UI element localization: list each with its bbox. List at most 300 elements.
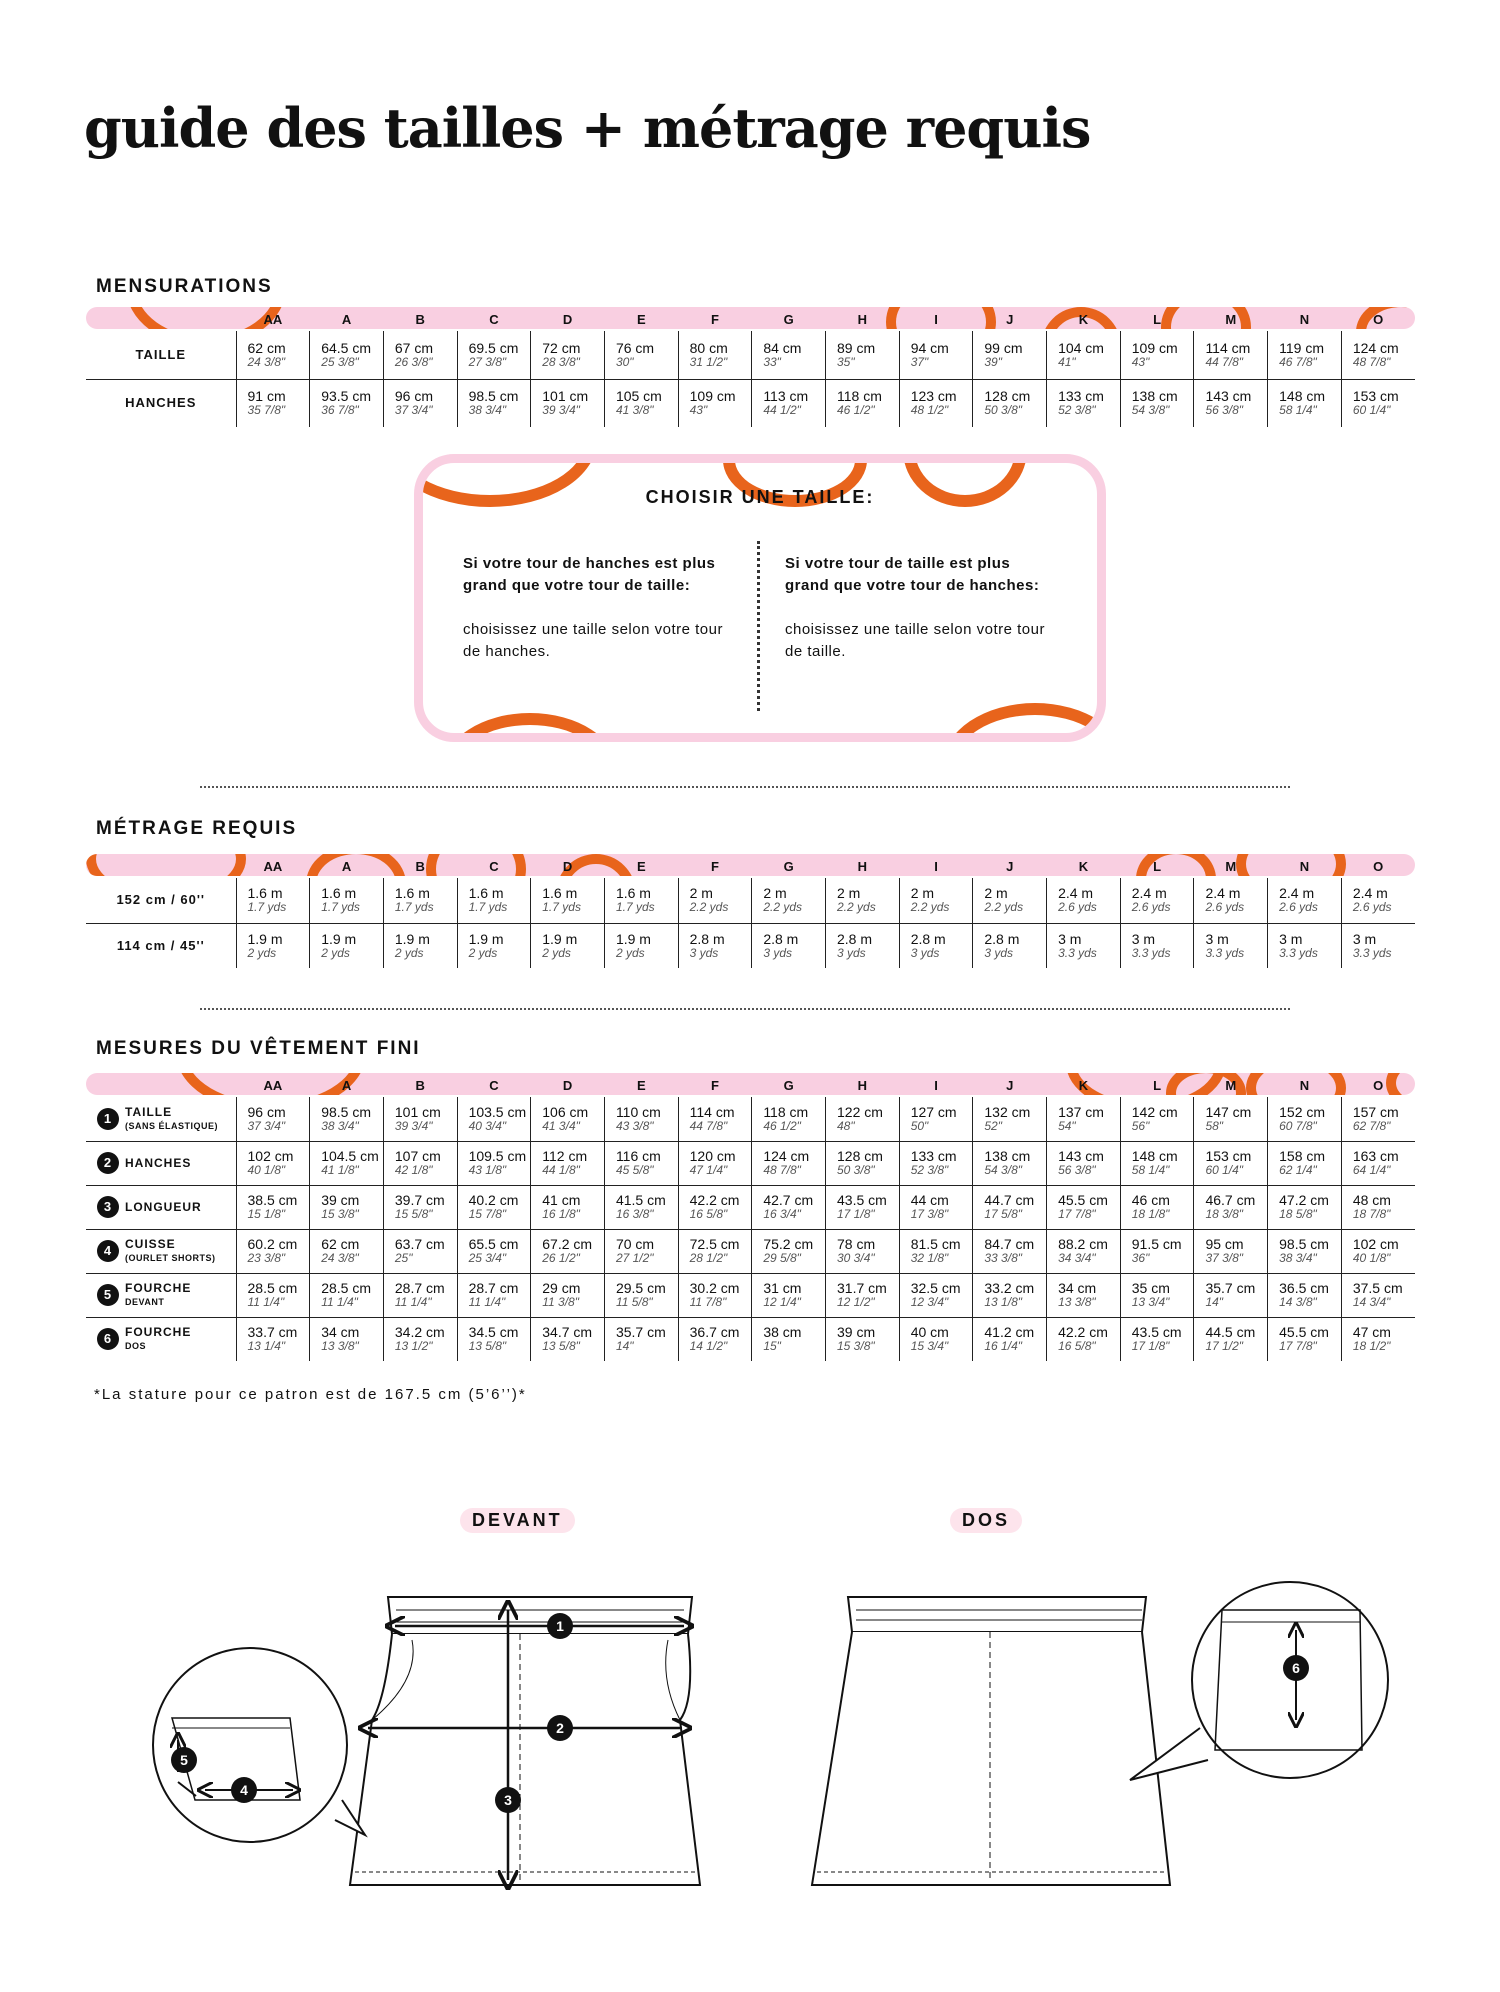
value-cell: [604, 331, 678, 379]
value-cell: [531, 1317, 605, 1361]
imperial-value: 11 5/8": [615, 1295, 653, 1309]
metric-value: 41.5 cm: [615, 1192, 666, 1208]
size-header-a: A: [341, 311, 352, 327]
imperial-value: 15 7/8": [468, 1207, 507, 1221]
row-label-text: CUISSE: [125, 1237, 176, 1251]
metric-value: 2.4 m: [1131, 885, 1167, 902]
value-cell: [1341, 1229, 1415, 1273]
choose-right-question: Si votre tour de taille est plus grand que votre tour de hanches:: [785, 555, 1040, 594]
imperial-value: 41 3/8": [615, 403, 654, 418]
imperial-value: 3.3 yds: [1058, 945, 1097, 960]
metric-value: 147 cm: [1205, 1103, 1252, 1120]
metric-value: 41 cm: [542, 1192, 581, 1208]
size-header-g: G: [783, 1077, 794, 1093]
imperial-value: 13 5/8": [468, 1339, 507, 1354]
metric-value: 91 cm: [247, 388, 286, 405]
imperial-value: 3 yds: [984, 945, 1014, 960]
imperial-value: 25 3/4": [468, 1251, 507, 1265]
size-header-k: K: [1078, 311, 1089, 327]
imperial-value: 40 3/4": [468, 1118, 507, 1133]
metric-value: 118 cm: [763, 1103, 809, 1120]
imperial-value: 60 1/4": [1352, 403, 1391, 418]
value-cell: [752, 1229, 826, 1273]
value-cell: [678, 1141, 752, 1185]
imperial-value: 17 7/8": [1058, 1207, 1096, 1221]
size-header-j: J: [1006, 1077, 1014, 1093]
value-cell: [678, 1273, 752, 1317]
marker-6: [1283, 1655, 1309, 1681]
metric-value: 3 m: [1352, 930, 1377, 947]
metric-value: 1.6 m: [321, 885, 357, 902]
value-cell: [899, 1317, 973, 1361]
value-cell: [457, 1229, 531, 1273]
marker-5: [171, 1747, 197, 1773]
imperial-value: 54 3/8": [1131, 403, 1170, 418]
metric-value: 3 m: [1279, 930, 1303, 947]
imperial-value: 2.2 yds: [689, 900, 729, 915]
value-cell: [973, 379, 1047, 427]
metric-value: 153 cm: [1352, 388, 1399, 405]
value-cell: [604, 923, 678, 968]
value-cell: [604, 1229, 678, 1273]
metric-value: 157 cm: [1352, 1103, 1399, 1120]
value-cell: [457, 1317, 531, 1361]
metric-value: 143 cm: [1058, 1148, 1104, 1164]
imperial-value: 28 1/2": [689, 1251, 728, 1265]
value-cell: [973, 1141, 1047, 1185]
imperial-value: 41": [1058, 354, 1076, 369]
size-header-k: K: [1078, 1077, 1089, 1093]
metric-value: 93.5 cm: [321, 388, 371, 405]
imperial-value: 24 3/8": [321, 1251, 359, 1265]
imperial-value: 11 1/4": [321, 1295, 358, 1309]
imperial-value: 2 yds: [542, 945, 571, 960]
size-header-n: N: [1299, 858, 1310, 874]
metric-value: 45.5 cm: [1058, 1192, 1108, 1208]
metric-value: 30.2 cm: [689, 1280, 740, 1296]
value-cell: [1194, 379, 1268, 427]
imperial-value: 1.7 yds: [321, 900, 360, 915]
imperial-value: 23 3/8": [247, 1251, 286, 1265]
metric-value: 122 cm: [837, 1103, 883, 1120]
metric-value: 43.5 cm: [837, 1192, 887, 1208]
value-cell: [973, 1273, 1047, 1317]
metric-value: 33.7 cm: [247, 1324, 298, 1341]
value-cell: [1268, 878, 1342, 923]
metric-value: 65.5 cm: [468, 1236, 519, 1252]
metric-value: 127 cm: [910, 1103, 957, 1120]
imperial-value: 36": [1131, 1251, 1150, 1265]
value-cell: [383, 1317, 457, 1361]
imperial-value: 46 7/8": [1279, 354, 1317, 369]
value-cell: [531, 1097, 605, 1141]
row-label-sub: (OURLET SHORTS): [125, 1253, 216, 1263]
value-cell: [457, 878, 531, 923]
metric-value: 109.5 cm: [468, 1148, 527, 1164]
metric-value: 104 cm: [1058, 339, 1104, 356]
imperial-value: 3.3 yds: [1131, 945, 1171, 960]
metric-value: 37.5 cm: [1352, 1280, 1403, 1296]
row-label: [86, 1097, 236, 1141]
metric-value: 106 cm: [542, 1103, 589, 1120]
metric-value: 38 cm: [763, 1324, 802, 1341]
size-header-j: J: [1006, 858, 1014, 874]
metric-value: 70 cm: [615, 1236, 655, 1252]
metric-value: 158 cm: [1279, 1148, 1326, 1164]
metric-value: 32.5 cm: [910, 1280, 961, 1296]
imperial-value: 35 7/8": [247, 403, 286, 418]
imperial-value: 44 7/8": [689, 1118, 728, 1133]
imperial-value: 26 3/8": [394, 354, 433, 369]
imperial-value: 11 1/4": [394, 1295, 432, 1309]
imperial-value: 27 3/8": [468, 354, 507, 369]
metric-value: 112 cm: [542, 1148, 588, 1164]
metric-value: 1.6 m: [247, 885, 283, 902]
imperial-value: 48 7/8": [1352, 354, 1391, 369]
marker-1-label: 1: [556, 1618, 564, 1634]
metric-value: 1.9 m: [321, 930, 357, 947]
imperial-value: 18 1/8": [1131, 1207, 1170, 1221]
imperial-value: 58 1/4": [1279, 403, 1317, 418]
metric-value: 44 cm: [910, 1192, 949, 1208]
value-cell: [752, 379, 826, 427]
value-cell: [604, 1185, 678, 1229]
metric-value: 123 cm: [910, 388, 957, 405]
size-header-i: I: [934, 858, 938, 874]
imperial-value: 1.7 yds: [394, 900, 434, 915]
value-cell: [826, 923, 900, 968]
metrage-table: [86, 854, 1415, 968]
value-cell: [531, 923, 605, 968]
metric-value: 67.2 cm: [542, 1236, 593, 1252]
metric-value: 104.5 cm: [321, 1148, 379, 1164]
imperial-value: 40 1/8": [1352, 1251, 1391, 1265]
value-cell: [236, 1185, 310, 1229]
metric-value: 119 cm: [1279, 339, 1324, 356]
imperial-value: 60 7/8": [1279, 1118, 1317, 1133]
metric-value: 62 cm: [321, 1236, 360, 1252]
metric-value: 1.9 m: [615, 930, 651, 947]
metric-value: 98.5 cm: [1279, 1236, 1329, 1252]
value-cell: [236, 1141, 310, 1185]
metric-value: 28.7 cm: [394, 1280, 445, 1296]
row-label: [86, 1185, 236, 1229]
front-skirt-drawing: [350, 1597, 700, 1885]
metric-value: 105 cm: [615, 388, 662, 405]
size-header-c: C: [489, 1077, 499, 1093]
metric-value: 3 m: [1205, 930, 1229, 947]
value-cell: [1194, 1141, 1268, 1185]
table-row: [86, 1229, 1415, 1273]
value-cell: [826, 1141, 900, 1185]
imperial-value: 14": [1205, 1295, 1224, 1309]
imperial-value: 16 5/8": [1058, 1339, 1096, 1354]
imperial-value: 17 7/8": [1279, 1339, 1317, 1354]
metric-value: 109 cm: [689, 388, 736, 405]
value-cell: [1341, 1317, 1415, 1361]
size-header-o: O: [1373, 311, 1384, 327]
value-cell: [973, 331, 1047, 379]
value-cell: [457, 379, 531, 427]
value-cell: [310, 1141, 384, 1185]
imperial-value: 14 1/2": [689, 1339, 728, 1354]
devant-label: DEVANT: [460, 1508, 575, 1533]
value-cell: [604, 878, 678, 923]
imperial-value: 17 1/8": [1131, 1339, 1170, 1354]
metric-value: 102 cm: [247, 1148, 294, 1164]
value-cell: [1341, 923, 1415, 968]
row-label: TAILLE: [86, 331, 236, 379]
value-cell: [310, 331, 384, 379]
value-cell: [899, 923, 973, 968]
imperial-value: 50 3/8": [837, 1163, 875, 1177]
imperial-value: 54 3/8": [984, 1163, 1022, 1177]
value-cell: [1047, 1141, 1121, 1185]
imperial-value: 38 3/4": [321, 1118, 359, 1133]
value-cell: [1268, 923, 1342, 968]
metric-value: 110 cm: [615, 1103, 661, 1120]
imperial-value: 18 1/2": [1352, 1339, 1391, 1354]
metric-value: 133 cm: [1058, 388, 1104, 405]
imperial-value: 2.2 yds: [984, 900, 1024, 915]
imperial-value: 2.6 yds: [1279, 900, 1318, 915]
choose-left-answer: choisissez une taille selon votre tour de hanches.: [463, 621, 723, 660]
value-cell: [752, 331, 826, 379]
metric-value: 81.5 cm: [910, 1236, 961, 1252]
value-cell: [1194, 1097, 1268, 1141]
row-label-text: TAILLE: [125, 1104, 173, 1119]
value-cell: [531, 331, 605, 379]
imperial-value: 3 yds: [763, 945, 792, 960]
row-label-sub: DOS: [125, 1341, 147, 1352]
value-cell: [1047, 923, 1121, 968]
metric-value: 31 cm: [763, 1280, 802, 1296]
size-header-i: I: [934, 1077, 938, 1093]
table-row: [86, 1185, 1415, 1229]
value-cell: [1120, 331, 1194, 379]
imperial-value: 39": [984, 354, 1002, 369]
imperial-value: 1.7 yds: [615, 900, 655, 915]
value-cell: [1341, 1185, 1415, 1229]
metric-value: 2.4 m: [1205, 885, 1241, 902]
table-row: [86, 331, 1415, 379]
table-row: [86, 878, 1415, 923]
size-header-l: L: [1153, 858, 1162, 874]
metric-value: 46.7 cm: [1205, 1192, 1256, 1208]
metric-value: 2 m: [689, 885, 713, 902]
value-cell: [604, 379, 678, 427]
imperial-value: 33": [763, 354, 781, 369]
metric-value: 114 cm: [689, 1103, 735, 1120]
imperial-value: 2.2 yds: [910, 900, 950, 915]
imperial-value: 15 3/4": [910, 1339, 949, 1354]
metric-value: 28.5 cm: [247, 1280, 298, 1296]
metric-value: 39.7 cm: [394, 1192, 445, 1208]
imperial-value: 2.2 yds: [837, 900, 876, 915]
imperial-value: 16 1/8": [542, 1207, 580, 1221]
value-cell: [899, 1273, 973, 1317]
metric-value: 91.5 cm: [1131, 1236, 1182, 1252]
imperial-value: 43 3/8": [615, 1118, 654, 1133]
value-cell: [973, 1317, 1047, 1361]
table-row: [86, 1141, 1415, 1185]
imperial-value: 17 3/8": [910, 1207, 949, 1221]
imperial-value: 46 1/2": [763, 1118, 801, 1133]
value-cell: [383, 1229, 457, 1273]
value-cell: [383, 379, 457, 427]
value-cell: [1194, 1229, 1268, 1273]
metric-value: 113 cm: [763, 388, 809, 405]
value-cell: [236, 1097, 310, 1141]
size-header-k: K: [1078, 858, 1089, 874]
size-header-n: N: [1299, 311, 1310, 327]
metric-value: 114 cm: [1205, 339, 1251, 356]
metric-value: 80 cm: [689, 339, 728, 356]
imperial-value: 39 3/4": [394, 1118, 433, 1133]
metric-value: 31.7 cm: [837, 1280, 887, 1296]
imperial-value: 2.6 yds: [1205, 900, 1245, 915]
value-cell: [973, 1185, 1047, 1229]
size-header-n: N: [1299, 1077, 1310, 1093]
imperial-value: 44 7/8": [1205, 354, 1244, 369]
value-cell: [236, 331, 310, 379]
choose-divider: [757, 541, 760, 711]
imperial-value: 16 1/4": [984, 1339, 1022, 1354]
value-cell: [752, 1097, 826, 1141]
metric-value: 138 cm: [984, 1148, 1031, 1164]
imperial-value: 18 7/8": [1352, 1207, 1391, 1221]
value-cell: [1047, 1273, 1121, 1317]
value-cell: [1341, 1141, 1415, 1185]
value-cell: [973, 1097, 1047, 1141]
metric-value: 67 cm: [394, 339, 433, 356]
value-cell: [973, 923, 1047, 968]
table-row: [86, 1097, 1415, 1141]
metric-value: 148 cm: [1279, 388, 1326, 405]
size-header-e: E: [636, 858, 646, 874]
metric-value: 1.6 m: [468, 885, 504, 902]
metric-value: 133 cm: [910, 1148, 957, 1164]
imperial-value: 60 1/4": [1205, 1163, 1244, 1177]
metric-value: 29.5 cm: [615, 1280, 666, 1296]
imperial-value: 14 3/4": [1352, 1295, 1391, 1309]
imperial-value: 15 1/8": [247, 1207, 286, 1221]
value-cell: [752, 1185, 826, 1229]
imperial-value: 44 1/2": [763, 403, 801, 418]
imperial-value: 16 3/4": [763, 1207, 801, 1221]
imperial-value: 37 3/8": [1205, 1251, 1244, 1265]
value-cell: [1341, 878, 1415, 923]
fini-table: [86, 1073, 1415, 1361]
size-header-m: M: [1225, 1077, 1237, 1093]
value-cell: [1194, 1185, 1268, 1229]
row-label: 152 cm / 60'': [86, 878, 236, 923]
size-header-l: L: [1153, 311, 1162, 327]
row-label: HANCHES: [125, 395, 197, 411]
value-cell: [1268, 1229, 1342, 1273]
value-cell: [1047, 1317, 1121, 1361]
imperial-value: 35": [837, 354, 855, 369]
metric-value: 120 cm: [689, 1148, 736, 1164]
size-header-b: B: [415, 858, 425, 874]
size-header-m: M: [1225, 858, 1237, 874]
value-cell: [383, 1185, 457, 1229]
imperial-value: 58 1/4": [1131, 1163, 1170, 1177]
size-header-d: D: [562, 858, 573, 874]
metric-value: 46 cm: [1131, 1192, 1170, 1208]
value-cell: [236, 878, 310, 923]
metric-value: 2.4 m: [1279, 885, 1315, 902]
value-cell: [236, 1273, 310, 1317]
stature-note: *La stature pour ce patron est de 167.5 cm (5’6’’)*: [94, 1386, 527, 1403]
metric-value: 64.5 cm: [321, 339, 371, 356]
imperial-value: 2.6 yds: [1131, 900, 1171, 915]
value-cell: [1047, 331, 1121, 379]
metric-value: 44.7 cm: [984, 1192, 1035, 1208]
metric-value: 2 m: [763, 885, 787, 902]
metric-value: 124 cm: [763, 1148, 810, 1164]
metric-value: 124 cm: [1352, 339, 1399, 356]
value-cell: [531, 1229, 605, 1273]
value-cell: [1268, 379, 1342, 427]
back-shorts-detail: [1130, 1582, 1388, 1780]
imperial-value: 56 3/8": [1058, 1163, 1096, 1177]
marker-3-label: 3: [504, 1792, 512, 1808]
metric-value: 62 cm: [247, 339, 286, 356]
metric-value: 69.5 cm: [468, 339, 519, 356]
size-header-o: O: [1373, 1077, 1384, 1093]
value-cell: [531, 1185, 605, 1229]
size-header-a: A: [341, 1077, 352, 1093]
value-cell: [457, 1097, 531, 1141]
row-number-badge: 6: [97, 1328, 119, 1350]
metric-value: 33.2 cm: [984, 1280, 1035, 1296]
imperial-value: 25 3/8": [321, 354, 359, 369]
size-header-i: I: [934, 311, 938, 327]
metric-value: 78 cm: [837, 1236, 876, 1252]
imperial-value: 43 1/8": [468, 1163, 507, 1177]
value-cell: [1120, 923, 1194, 968]
imperial-value: 13 1/2": [394, 1339, 433, 1354]
imperial-value: 62 1/4": [1279, 1163, 1317, 1177]
value-cell: [1194, 1317, 1268, 1361]
value-cell: [1120, 1273, 1194, 1317]
imperial-value: 2.6 yds: [1058, 900, 1097, 915]
value-cell: [236, 379, 310, 427]
imperial-value: 3.3 yds: [1205, 945, 1245, 960]
metric-value: 98.5 cm: [468, 388, 519, 405]
imperial-value: 32 1/8": [910, 1251, 949, 1265]
value-cell: [899, 331, 973, 379]
value-cell: [826, 379, 900, 427]
imperial-value: 25": [394, 1251, 413, 1265]
imperial-value: 2.6 yds: [1352, 900, 1392, 915]
imperial-value: 31 1/2": [689, 354, 728, 369]
value-cell: [973, 1229, 1047, 1273]
value-cell: [826, 1097, 900, 1141]
row-label-text: HANCHES: [125, 1156, 192, 1170]
imperial-value: 2.2 yds: [763, 900, 803, 915]
metric-value: 2.8 m: [984, 930, 1020, 947]
imperial-value: 52 3/8": [910, 1163, 949, 1177]
row-label: [86, 1141, 236, 1185]
value-cell: [1120, 1097, 1194, 1141]
value-cell: [899, 379, 973, 427]
metric-value: 43.5 cm: [1131, 1324, 1182, 1341]
metric-value: 101 cm: [542, 388, 589, 405]
value-cell: [973, 878, 1047, 923]
value-cell: [826, 1229, 900, 1273]
